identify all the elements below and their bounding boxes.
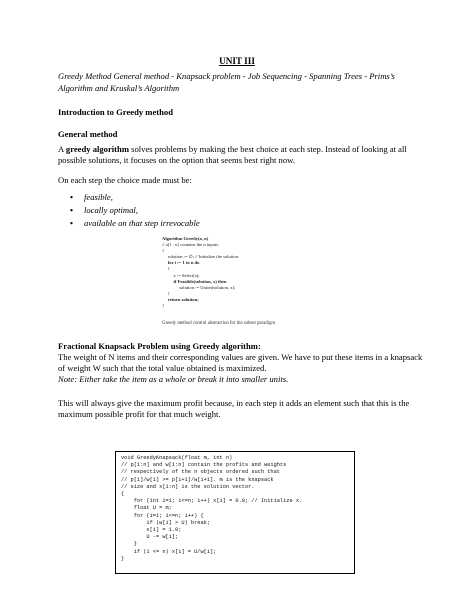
greedy-algorithm-figure — [162, 236, 332, 309]
code-line: if (i <= n) x[i] = U/w[i]; — [121, 548, 217, 555]
greedy-knapsack-code — [121, 455, 349, 563]
code-line: if (w[i] > U) break; — [121, 519, 211, 526]
algo-code-line: // a[1 : n] contains the n inputs. — [162, 242, 220, 248]
algo-code-line: x := Select(a); — [162, 272, 200, 278]
code-line: // p[i]/w[i] >= p[i+1]/w[i+1]. m is the knapsack — [121, 476, 274, 483]
code-line: for (i=1; i<=n; i++) { — [121, 512, 204, 519]
algo-code-line: if Feasible(solution, x) then — [162, 278, 227, 284]
fractional-line-1: The weight of N items and their corresponding values are given. We have to put these items in a knapsack — [58, 352, 423, 362]
code-line: U -= w[i]; — [121, 534, 179, 541]
algo-code-line: solution := Union(solution, x); — [162, 284, 236, 290]
code-line: // size and x[1:n] is the solution vector. — [121, 483, 255, 490]
algo-code-line: return solution; — [162, 296, 199, 302]
list-item: • available on that step irrevocable — [70, 217, 200, 230]
algo-code-line: } — [162, 290, 170, 296]
max-profit-line-1: This will always give the maximum profit because, in each step it adds an element such that this is the — [58, 398, 410, 408]
list-item: • feasible, — [70, 191, 200, 204]
fractional-knapsack-heading: Fractional Knapsack Problem using Greedy algorithm: — [58, 341, 261, 351]
greedy-definition-line-2: possible solutions, it focuses on the option that seems best right now. — [58, 155, 295, 165]
page-title: UNIT III — [219, 56, 255, 66]
code-line: } — [121, 555, 125, 562]
code-line: } — [121, 541, 137, 548]
each-step-text: On each step the choice made must be: — [58, 175, 192, 185]
greedy-algorithm-code — [162, 236, 332, 309]
list-item: • locally optimal, — [70, 204, 200, 217]
code-line: void GreedyKnapsack(float m, int n) — [121, 455, 233, 461]
choice-properties-list — [70, 191, 200, 230]
algo-code-line: } — [162, 303, 165, 309]
algo-code-line: Algorithm Greedy(a, n) — [162, 236, 209, 241]
syllabus-line-2: Algorithm and Kruskal’s Algorithm — [58, 83, 180, 93]
algo-code-line: { — [162, 266, 170, 272]
algo-code-line: for i := 1 to n do — [162, 260, 200, 266]
greedy-knapsack-code-box — [115, 451, 355, 574]
code-line: float U = m; — [121, 505, 172, 512]
code-line: { — [121, 491, 125, 498]
definition-prefix: A — [58, 144, 66, 154]
definition-rest: solves problems by making the best choice at each step. Instead of looking at all — [128, 144, 407, 154]
intro-heading: Introduction to Greedy method — [58, 107, 173, 117]
figure-caption: Greedy method control abstraction for the subset paradigm — [162, 321, 276, 326]
fractional-line-2: of weight W such that the total value obtained is maximized. — [58, 363, 267, 373]
general-method-heading: General method — [58, 129, 118, 139]
code-line: // respectively of the n objects ordered such that — [121, 469, 280, 476]
code-line: // p[1:n] and w[1:n] contain the profits and weights — [121, 462, 287, 469]
code-line: x[i] = 1.0; — [121, 527, 182, 534]
greedy-algorithm-term: greedy algorithm — [65, 144, 129, 154]
algo-code-line: { — [162, 248, 165, 254]
greedy-definition-line-1 — [58, 144, 428, 155]
syllabus-line-1: Greedy Method General method - Knapsack problem - Job Sequencing - Spanning Trees - Prims’s — [58, 71, 395, 81]
algo-code-line: solution := ∅; // Initialize the solution. — [162, 254, 240, 260]
fractional-note: Note: Either take the item as a whole or break it into smaller units. — [58, 374, 289, 384]
code-line: for (int i=1; i<=n; i++) x[i] = 0.0; // Initialize x. — [121, 498, 303, 505]
max-profit-line-2: maximum possible profit for that much weight. — [58, 409, 221, 419]
